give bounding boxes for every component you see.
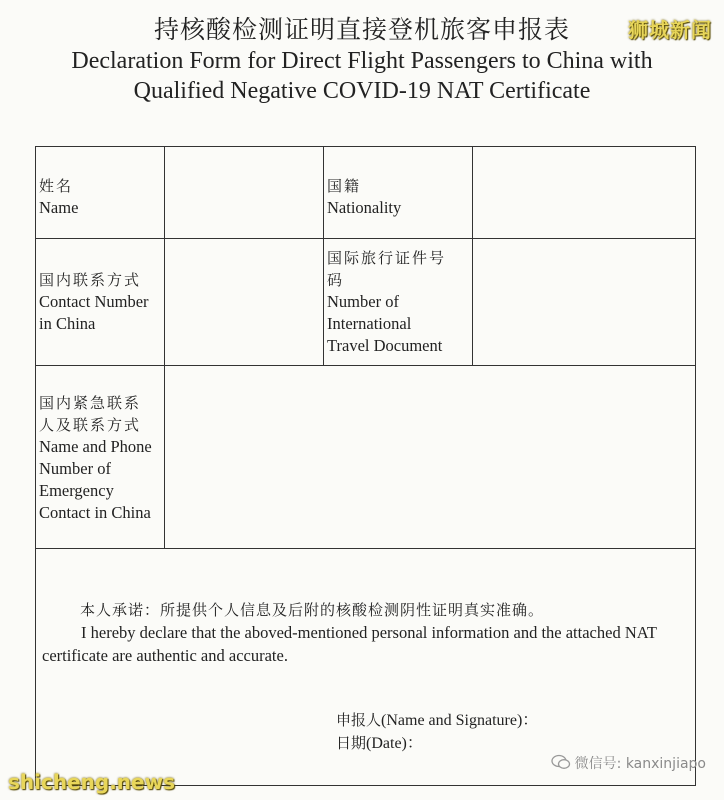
contact-label-cn: 国内联系方式 (39, 271, 142, 289)
name-label-cn: 姓名 (39, 177, 74, 195)
travel-doc-label-en-2: International (327, 314, 412, 333)
travel-doc-input-cell[interactable] (473, 239, 696, 366)
name-label-cell (36, 147, 165, 239)
date-label-cn: 日期 (336, 734, 367, 752)
nationality-label-cn: 国籍 (327, 177, 362, 195)
nationality-label-cell (324, 147, 473, 239)
travel-doc-label-en-3: Travel Document (327, 336, 443, 355)
declaration-form-table (35, 146, 696, 786)
emergency-label-en-2: Number of (39, 459, 111, 478)
title-english (0, 46, 724, 106)
name-label-en: Name (39, 198, 79, 217)
travel-doc-label-cell (324, 239, 473, 366)
contact-label-cell (36, 239, 165, 366)
emergency-label-en-3: Emergency (39, 481, 114, 500)
travel-doc-label-en-1: Number of (327, 292, 399, 311)
title-english-line-1: Declaration Form for Direct Flight Passengers to China with (71, 48, 653, 74)
name-input-cell[interactable] (165, 147, 324, 239)
contact-label-en-2: in China (39, 314, 96, 333)
watermark-bottom-right (551, 753, 706, 774)
contact-input-cell[interactable] (165, 239, 324, 366)
signature-label-cn: 申报人 (336, 711, 382, 729)
travel-doc-label-cn-1: 国际旅行证件号 (327, 249, 447, 267)
signature-block (336, 709, 538, 755)
emergency-label-cn-2: 人及联系方式 (39, 416, 142, 434)
wechat-icon (551, 754, 571, 774)
emergency-label-en-4: Contact in China (39, 503, 151, 522)
wechat-id: 微信号: kanxinjiapo (574, 756, 706, 772)
emergency-label-en-1: Name and Phone (39, 437, 152, 456)
date-line[interactable] (336, 732, 538, 755)
title-english-line-2: Qualified Negative COVID-19 NAT Certificate (133, 78, 591, 104)
declaration-en: I hereby declare that the aboved-mentioned personal information and the attached NAT certificate are authentic and accurate. (42, 623, 657, 665)
watermark-bottom-left: shicheng.news (8, 770, 175, 794)
nationality-label-en: Nationality (327, 198, 402, 217)
declaration-cell (36, 549, 696, 786)
title-chinese: 持核酸检测证明直接登机旅客申报表 (153, 15, 570, 44)
emergency-input-cell[interactable] (165, 366, 696, 549)
declaration-cn: 本人承诺：所提供个人信息及后附的核酸检测阴性证明真实准确。 (80, 601, 545, 619)
signature-line[interactable] (336, 709, 538, 732)
signature-label-en: (Name and Signature)： (381, 712, 539, 729)
watermark-top-right: 狮城新闻 (628, 18, 712, 42)
date-label-en: (Date)： (366, 735, 423, 752)
nationality-input-cell[interactable] (473, 147, 696, 239)
emergency-label-cn-1: 国内紧急联系 (39, 394, 142, 412)
travel-doc-label-cn-2: 码 (327, 271, 345, 289)
emergency-label-cell (36, 366, 165, 549)
contact-label-en-1: Contact Number (39, 292, 149, 311)
